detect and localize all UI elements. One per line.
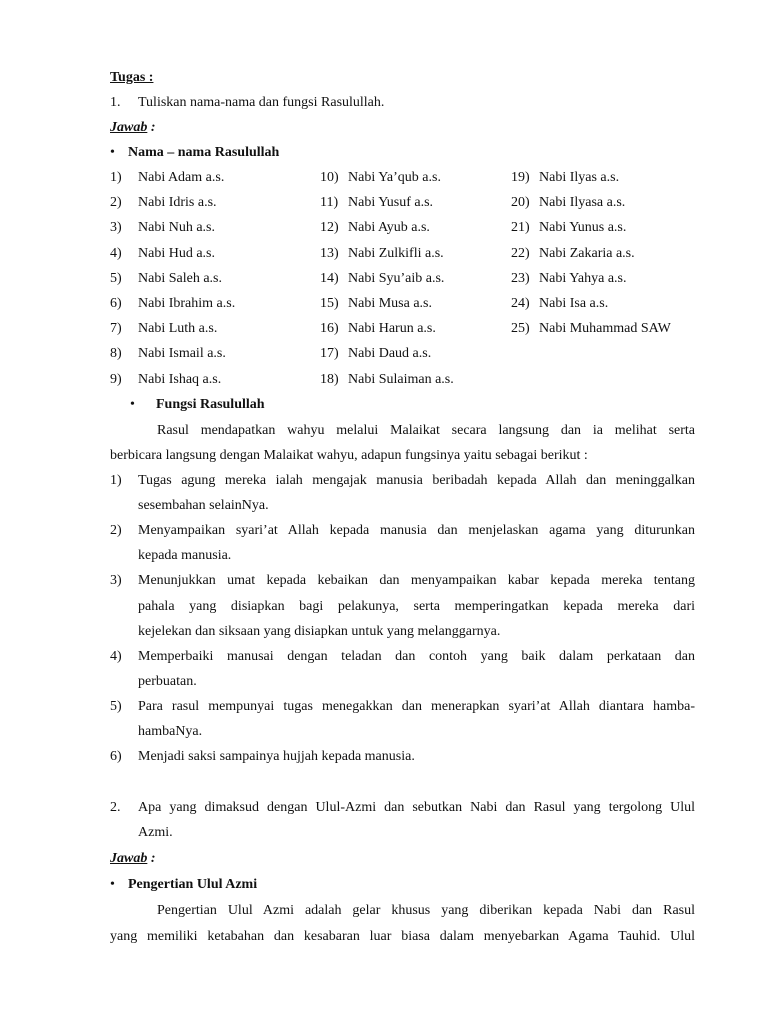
prophet-name: Nabi Hud a.s. <box>138 245 215 261</box>
fungsi-intro-line-2: berbicara langsung dengan Malaikat wahyu, adapun fungsinya yaitu sebagai berikut : <box>110 448 588 463</box>
section-fungsi-rasulullah <box>130 397 265 413</box>
prophet-list-item <box>511 321 671 337</box>
jawab-1-colon: : <box>147 120 156 135</box>
prophet-number: 23) <box>511 270 530 286</box>
fungsi-item-number: 4) <box>110 649 122 664</box>
fungsi-item-5-line-2: hambaNya. <box>138 724 203 739</box>
prophet-number: 22) <box>511 245 530 261</box>
prophet-list-item <box>320 372 454 388</box>
prophet-name: Nabi Ibrahim a.s. <box>138 296 236 311</box>
prophet-number: 17) <box>320 346 339 362</box>
prophet-number: 19) <box>511 170 530 185</box>
prophet-number: 1) <box>110 170 122 185</box>
prophet-list-item <box>110 296 235 312</box>
jawab-1 <box>110 120 156 136</box>
prophet-name: Nabi Harun a.s. <box>348 321 436 337</box>
fungsi-item-1-line-2: sesembahan selainNya. <box>138 498 269 513</box>
prophet-name: Nabi Adam a.s. <box>138 170 225 185</box>
prophet-list-item <box>511 195 625 211</box>
fungsi-item-1-line-1: Tugas agung mereka ialah mengajak manusia beribadah kepada Allah dan meninggalkan <box>138 473 695 488</box>
prophet-list-item <box>511 246 635 262</box>
ulul-paragraph-line-1: Pengertian Ulul Azmi adalah gelar khusus yang diberikan kepada Nabi dan Rasul <box>157 903 695 918</box>
prophet-list-item <box>511 271 627 287</box>
prophet-name: Nabi Sulaiman a.s. <box>348 371 454 387</box>
prophet-number: 2) <box>110 195 122 211</box>
question-2-line-2: Azmi. <box>138 825 173 840</box>
prophet-list-item <box>110 246 215 262</box>
prophet-number: 13) <box>320 245 339 261</box>
prophet-list-item <box>320 220 430 236</box>
prophet-number: 21) <box>511 220 530 236</box>
prophet-list-item <box>110 372 221 388</box>
prophet-name: Nabi Musa a.s. <box>348 296 432 311</box>
prophet-name: Nabi Idris a.s. <box>138 195 217 211</box>
question-1-number: 1. <box>110 95 121 110</box>
prophet-list-item <box>110 170 224 186</box>
prophet-list-item <box>320 296 432 312</box>
prophet-number: 15) <box>320 296 339 311</box>
fungsi-item-number: 2) <box>110 523 122 538</box>
prophet-name: Nabi Ilyas a.s. <box>539 170 620 185</box>
prophet-number: 9) <box>110 371 122 387</box>
prophet-number: 10) <box>320 170 339 185</box>
prophet-number: 5) <box>110 270 122 286</box>
prophet-name: Nabi Daud a.s. <box>348 346 432 362</box>
fungsi-item-5-line-1: Para rasul mempunyai tugas menegakkan dan menerapkan syari’at Allah diantara hamba- <box>138 699 695 714</box>
fungsi-item-4-line-1: Memperbaiki manusai dengan teladan dan contoh yang baik dalam perkataan dan <box>138 649 695 664</box>
ulul-paragraph-line-2: yang memiliki ketabahan dan kesabaran luar biasa dalam menyebarkan Agama Tauhid. Ulul <box>110 929 695 944</box>
prophet-list-item <box>511 170 619 186</box>
prophet-name: Nabi Isa a.s. <box>539 296 609 311</box>
question-2-line-1: Apa yang dimaksud dengan Ulul-Azmi dan sebutkan Nabi dan Rasul yang tergolong Ulul <box>138 800 695 815</box>
prophet-name: Nabi Ilyasa a.s. <box>539 195 626 211</box>
prophet-number: 25) <box>511 321 530 337</box>
jawab-2-label: Jawab <box>110 851 148 866</box>
prophet-list-item <box>110 220 215 236</box>
prophet-number: 14) <box>320 270 339 286</box>
prophet-name: Nabi Zakaria a.s. <box>539 245 635 261</box>
prophet-number: 20) <box>511 195 530 211</box>
prophet-name: Nabi Luth a.s. <box>138 321 218 337</box>
jawab-1-label: Jawab <box>110 120 148 135</box>
prophet-list-item <box>110 321 217 337</box>
prophet-number: 7) <box>110 321 122 337</box>
prophet-name: Nabi Nuh a.s. <box>138 220 215 236</box>
prophet-number: 24) <box>511 296 530 311</box>
prophet-list-item <box>110 195 217 211</box>
prophet-number: 6) <box>110 296 122 311</box>
prophet-list-item <box>320 346 431 362</box>
prophet-number: 4) <box>110 245 122 261</box>
fungsi-item-number: 1) <box>110 473 122 488</box>
prophet-number: 16) <box>320 321 339 337</box>
fungsi-item-3-line-1: Menunjukkan umat kepada kebaikan dan menyampaikan kabar kepada mereka tentang <box>138 573 695 588</box>
fungsi-intro-line-1: Rasul mendapatkan wahyu melalui Malaikat secara langsung dan ia melihat serta <box>157 423 695 438</box>
prophet-name: Nabi Yunus a.s. <box>539 220 627 236</box>
prophet-list-item <box>320 195 433 211</box>
bullet-icon: • <box>110 877 115 892</box>
prophet-name: Nabi Yahya a.s. <box>539 270 627 286</box>
prophet-list-item <box>511 296 608 312</box>
fungsi-item-2-line-2: kepada manusia. <box>138 548 232 563</box>
prophet-list-item <box>320 321 436 337</box>
prophet-list-item <box>511 220 626 236</box>
question-1-text: Tuliskan nama-nama dan fungsi Rasulullah. <box>138 95 385 110</box>
prophet-number: 8) <box>110 346 122 362</box>
prophet-list-item <box>110 271 222 287</box>
prophet-number: 18) <box>320 371 339 387</box>
prophet-name: Nabi Syu’aib a.s. <box>348 270 445 286</box>
question-1 <box>110 95 384 111</box>
jawab-2-colon: : <box>147 851 156 866</box>
section-ulul-title: Pengertian Ulul Azmi <box>128 877 258 892</box>
fungsi-item-2-line-1: Menyampaikan syari’at Allah kepada manusia dan menjelaskan agama yang diturunkan <box>138 523 695 538</box>
fungsi-item-3-line-3: kejelekan dan siksaan yang disiapkan untuk yang melanggarnya. <box>138 624 501 639</box>
jawab-2 <box>110 851 156 867</box>
prophet-number: 11) <box>320 195 339 211</box>
prophet-name: Nabi Ayub a.s. <box>348 220 430 236</box>
prophet-name: Nabi Ya’qub a.s. <box>348 170 441 185</box>
prophet-list-item <box>320 170 441 186</box>
prophet-list-item <box>320 271 444 287</box>
prophet-number: 12) <box>320 220 339 236</box>
section-nama-title: Nama – nama Rasulullah <box>128 145 280 160</box>
prophet-name: Nabi Saleh a.s. <box>138 270 222 286</box>
fungsi-item-number: 5) <box>110 699 122 714</box>
prophet-name: Nabi Ismail a.s. <box>138 346 226 362</box>
fungsi-item-number: 6) <box>110 749 122 764</box>
question-2-number: 2. <box>110 800 121 815</box>
fungsi-item-number: 3) <box>110 573 122 588</box>
fungsi-item-6-line-1: Menjadi saksi sampainya hujjah kepada manusia. <box>138 749 415 764</box>
prophet-name: Nabi Yusuf a.s. <box>348 195 434 211</box>
section-nama-rasulullah <box>110 145 279 161</box>
prophet-name: Nabi Ishaq a.s. <box>138 371 222 387</box>
bullet-icon: • <box>110 145 115 160</box>
fungsi-item-4-line-2: perbuatan. <box>138 674 197 689</box>
fungsi-item-3-line-2: pahala yang disiapkan bagi pelakunya, serta memperingatkan kepada mereka dari <box>138 599 695 614</box>
bullet-icon: • <box>130 397 135 412</box>
prophet-list-item <box>110 346 226 362</box>
prophet-list-item <box>320 246 444 262</box>
prophet-name: Nabi Zulkifli a.s. <box>348 245 444 261</box>
section-pengertian-ulul-azmi <box>110 877 257 893</box>
section-fungsi-title: Fungsi Rasulullah <box>156 397 265 412</box>
tugas-heading: Tugas : <box>110 70 154 85</box>
prophet-name: Nabi Muhammad SAW <box>539 321 671 337</box>
prophet-number: 3) <box>110 220 122 236</box>
